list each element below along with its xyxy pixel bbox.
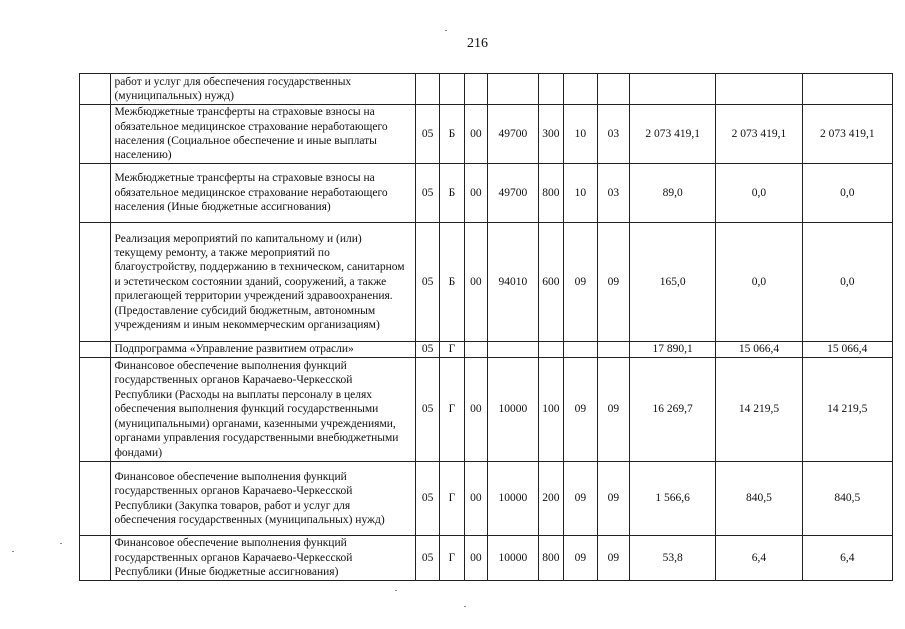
amount-year-3: 14 219,5 [802,358,892,462]
code-direction: 94010 [488,223,539,342]
code-event [464,74,487,105]
code-subsection: 09 [597,462,629,536]
table-row [80,536,893,581]
code-program: 05 [415,164,439,223]
amount-year-3: 0,0 [802,223,892,342]
row-name: Финансовое обеспечение выполнения функций государственных органов Карачаево-Черкесской Республики (Расходы на выплаты персоналу в целях обеспечения выполнения функций государственными (муниципальными) органами, казенными учреждениями, органами управления государственными внебюджетными фондами) [111,358,415,462]
code-section [564,74,597,105]
row-name: Финансовое обеспечение выполнения функций государственных органов Карачаево-Черкесской Республики (Закупка товаров, работ и услуг для обеспечения государственных (муниципальных) нужд) [111,462,415,536]
amount-year-1 [630,74,716,105]
code-subprogram: Г [440,342,464,358]
code-program: 05 [415,358,439,462]
amount-year-3: 840,5 [802,462,892,536]
code-expense-type: 300 [538,105,563,164]
code-subsection [597,74,629,105]
row-number-cell [80,462,111,536]
amount-year-1: 165,0 [630,223,716,342]
row-number-cell [80,536,111,581]
code-program: 05 [415,105,439,164]
scan-speck [12,551,14,552]
code-expense-type: 800 [538,536,563,581]
amount-year-1: 16 269,7 [630,358,716,462]
amount-year-3: 15 066,4 [802,342,892,358]
code-subprogram: Б [440,105,464,164]
code-subprogram: Г [440,536,464,581]
amount-year-2: 2 073 419,1 [716,105,802,164]
code-subprogram: Б [440,164,464,223]
code-event: 00 [464,358,487,462]
code-direction: 49700 [488,105,539,164]
amount-year-3: 2 073 419,1 [802,105,892,164]
row-name: Финансовое обеспечение выполнения функций государственных органов Карачаево-Черкесской Республики (Иные бюджетные ассигнования) [111,536,415,581]
code-event: 00 [464,105,487,164]
code-subprogram: Г [440,462,464,536]
row-name: Подпрограмма «Управление развитием отрасли» [111,342,415,358]
row-number-cell [80,74,111,105]
code-section: 09 [564,223,597,342]
row-name: Межбюджетные трансферты на страховые взносы на обязательное медицинское страхование неработающего населения (Иные бюджетные ассигнования) [111,164,415,223]
code-program: 05 [415,342,439,358]
code-event: 00 [464,462,487,536]
row-name: работ и услуг для обеспечения государственных (муниципальных) нужд) [111,74,415,105]
code-program: 05 [415,536,439,581]
code-direction: 10000 [488,462,539,536]
code-subprogram: Г [440,358,464,462]
table-row [80,164,893,223]
scan-speck [464,606,466,607]
code-subsection: 09 [597,223,629,342]
code-event: 00 [464,223,487,342]
amount-year-1: 2 073 419,1 [630,105,716,164]
code-expense-type [538,74,563,105]
code-direction [488,342,539,358]
amount-year-1: 53,8 [630,536,716,581]
code-expense-type [538,342,563,358]
scan-speck [445,30,447,31]
amount-year-3: 6,4 [802,536,892,581]
code-event: 00 [464,164,487,223]
row-number-cell [80,358,111,462]
amount-year-1: 17 890,1 [630,342,716,358]
amount-year-2: 6,4 [716,536,802,581]
code-subsection: 03 [597,105,629,164]
scan-speck [395,590,397,591]
code-subprogram: Б [440,223,464,342]
code-program [415,74,439,105]
code-section: 09 [564,358,597,462]
code-event: 00 [464,536,487,581]
row-name: Реализация мероприятий по капитальному и (или) текущему ремонту, а также мероприятий по благоустройству, поддержанию в техническом, санитарном и эстетическом состоянии зданий, сооружений, а также прилегающей территории учреждений здравоохранения. (Предоставление субсидий бюджетным, автономным учреждениям и иным некоммерческим организациям) [111,223,415,342]
row-number-cell [80,342,111,358]
code-subsection: 03 [597,164,629,223]
amount-year-2 [716,74,802,105]
code-subsection [597,342,629,358]
code-section: 09 [564,536,597,581]
code-direction [488,74,539,105]
row-number-cell [80,223,111,342]
amount-year-2: 840,5 [716,462,802,536]
code-event [464,342,487,358]
amount-year-2: 0,0 [716,164,802,223]
code-expense-type: 800 [538,164,563,223]
budget-table [79,73,893,581]
code-direction: 49700 [488,164,539,223]
amount-year-2: 15 066,4 [716,342,802,358]
row-name: Межбюджетные трансферты на страховые взносы на обязательное медицинское страхование неработающего населения (Социальное обеспечение и иные выплаты населению) [111,105,415,164]
code-expense-type: 100 [538,358,563,462]
table-row [80,462,893,536]
scan-speck [60,543,62,544]
page-number: 216 [467,36,488,51]
table-row [80,223,893,342]
code-direction: 10000 [488,536,539,581]
table-row [80,74,893,105]
code-subprogram [440,74,464,105]
code-direction: 10000 [488,358,539,462]
amount-year-1: 1 566,6 [630,462,716,536]
code-section: 10 [564,164,597,223]
code-expense-type: 600 [538,223,563,342]
code-program: 05 [415,223,439,342]
amount-year-1: 89,0 [630,164,716,223]
amount-year-2: 0,0 [716,223,802,342]
code-subsection: 09 [597,358,629,462]
code-section: 09 [564,462,597,536]
amount-year-2: 14 219,5 [716,358,802,462]
code-section: 10 [564,105,597,164]
row-number-cell [80,105,111,164]
code-expense-type: 200 [538,462,563,536]
table-row [80,358,893,462]
table-row [80,342,893,358]
table-row [80,105,893,164]
amount-year-3: 0,0 [802,164,892,223]
code-section [564,342,597,358]
row-number-cell [80,164,111,223]
code-program: 05 [415,462,439,536]
code-subsection: 09 [597,536,629,581]
amount-year-3 [802,74,892,105]
